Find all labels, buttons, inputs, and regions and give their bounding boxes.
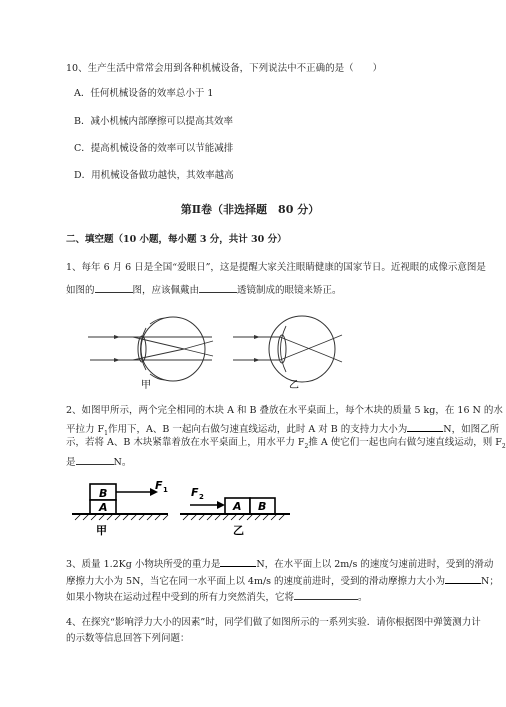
q2-text-f: 是: [66, 457, 76, 468]
force-f1-sub: 1: [163, 486, 168, 494]
block-diagram-left: [72, 479, 168, 537]
q3-text-e: 如果小物块在运动过程中受到的所有力突然消失，它将: [66, 592, 295, 603]
q4-line-1: 4、在探究“影响浮力大小的因素”时，同学们做了如图所示的一系列实验．请你根据图中弹簧测力计: [66, 617, 481, 628]
force-f1-label: F: [155, 479, 163, 492]
q2-sub-3: 2: [501, 442, 506, 450]
q10-option-d: D．用机械设备做功越快，其效率越高: [74, 170, 234, 181]
section-title: 第Ⅱ卷（非选择题 80 分）: [180, 203, 320, 216]
q4-line-2: 的示数等信息回答下列问题：: [66, 633, 190, 644]
q3-blank-2: [445, 573, 481, 584]
q2-text-a: 平拉力 F: [66, 424, 105, 435]
block-b-top: B: [99, 487, 108, 500]
q2-line-3: [66, 437, 506, 453]
force-f2-sub: 2: [199, 493, 204, 501]
q2-sub-1: 1: [104, 429, 108, 437]
q1-text-a: 如图的: [66, 285, 95, 296]
block-diagram-right: [180, 486, 290, 537]
q3-text-c: 摩擦力大小为 5N，当它在同一水平面上以 4m/s 的速度前进时，受到的滑动摩擦力大小为: [66, 576, 446, 587]
q3-text-b: N，在水平面上以 2m/s 的速度匀速前进时，受到的滑动: [256, 559, 494, 570]
q2-text-d: 示，若将 A、B 木块紧靠着放在水平桌面上，用水平力 F: [66, 437, 305, 448]
q3-text-a: 3、质量 1.2Kg 小物块所受的重力是: [66, 559, 221, 570]
eye-diagram-right: [233, 316, 342, 391]
q3-blank-1: [220, 556, 256, 567]
q1-line-2: [66, 282, 342, 297]
eye-right-label: 乙: [289, 380, 299, 391]
block-a-right: A: [233, 500, 242, 513]
q1-blank-1: [95, 282, 133, 293]
eye-diagram-left: [88, 317, 213, 391]
eye-left-label: 甲: [141, 380, 151, 391]
q1-text-b: 图，应该佩戴由: [132, 285, 200, 296]
block-b-right: B: [258, 500, 267, 513]
q1-text-c: 透镜制成的眼镜来矫正。: [237, 285, 342, 296]
q2-text-g: N。: [113, 457, 132, 468]
q2-blank-1: [407, 421, 443, 432]
block-a-bottom: A: [99, 501, 108, 514]
q10-option-b: B．减小机械内部摩擦可以提高其效率: [74, 116, 233, 127]
q3-text-f: 。: [358, 592, 368, 603]
block-right-label: 乙: [233, 524, 244, 537]
q1-blank-2: [199, 282, 237, 293]
q10-stem: 10、生产生活中常常会用到各种机械设备，下列说法中不正确的是（ ）: [66, 63, 383, 74]
q2-text-c: N，如图乙所: [443, 424, 500, 435]
q2-text-b: 作用下，A、B 一起向右做匀速直线运动，此时 A 对 B 的支持力大小为: [107, 424, 408, 435]
q1-line-1: 1、每年 6 月 6 日是全国“爱眼日”，这是提醒大家关注眼睛健康的国家节日。近视眼的成像示意图是: [66, 262, 486, 273]
fill-in-heading: 二、填空题（10 小题，每小题 3 分，共计 30 分）: [66, 234, 287, 245]
q2-text-e: 推 A 使它们一起也向右做匀速直线运动，则 F: [308, 437, 502, 448]
q10-option-c: C．提高机械设备的效率可以节能减排: [74, 143, 234, 154]
q3-blank-3: [294, 589, 358, 600]
q2-blank-2: [76, 454, 114, 465]
q3-text-d: N；: [481, 576, 499, 587]
q10-option-a: A．任何机械设备的效率总小于 1: [74, 88, 214, 99]
q2-line-1: 2、如图甲所示，两个完全相同的木块 A 和 B 叠放在水平桌面上，每个木块的质量 5 kg，在 16 N 的水: [66, 405, 503, 416]
q2-sub-2: 2: [304, 442, 309, 450]
q3-line-3: [66, 589, 368, 604]
q3-line-1: [66, 556, 493, 571]
force-f2-label: F: [191, 486, 199, 499]
q2-line-4: [66, 454, 131, 469]
block-left-label: 甲: [96, 524, 107, 537]
q3-line-2: [66, 573, 499, 588]
eye-diagrams: [0, 310, 500, 395]
block-diagrams: [0, 476, 500, 546]
